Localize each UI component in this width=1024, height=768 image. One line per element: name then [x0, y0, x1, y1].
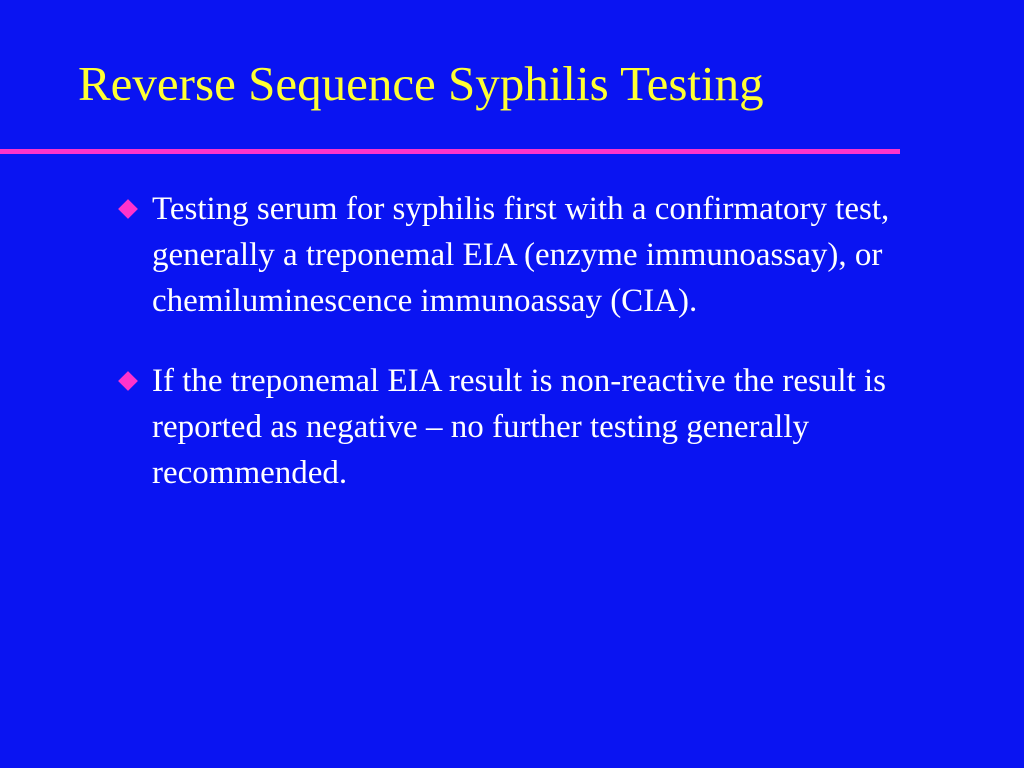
- bullet-text: If the treponemal EIA result is non-reactive the result is reported as negative – no further testing generally recommended.: [152, 363, 887, 491]
- slide-title: Reverse Sequence Syphilis Testing: [78, 56, 764, 111]
- bullet-item: [118, 186, 958, 324]
- diamond-bullet-icon: [118, 371, 138, 391]
- title-divider: [0, 149, 900, 154]
- bullet-text: Testing serum for syphilis first with a confirmatory test, generally a treponemal EIA (enzyme immunoassay), or chemiluminescence immunoassay (CIA).: [152, 191, 890, 319]
- diamond-bullet-icon: [118, 199, 138, 219]
- bullet-item: [118, 358, 958, 496]
- bullet-list: [118, 186, 958, 530]
